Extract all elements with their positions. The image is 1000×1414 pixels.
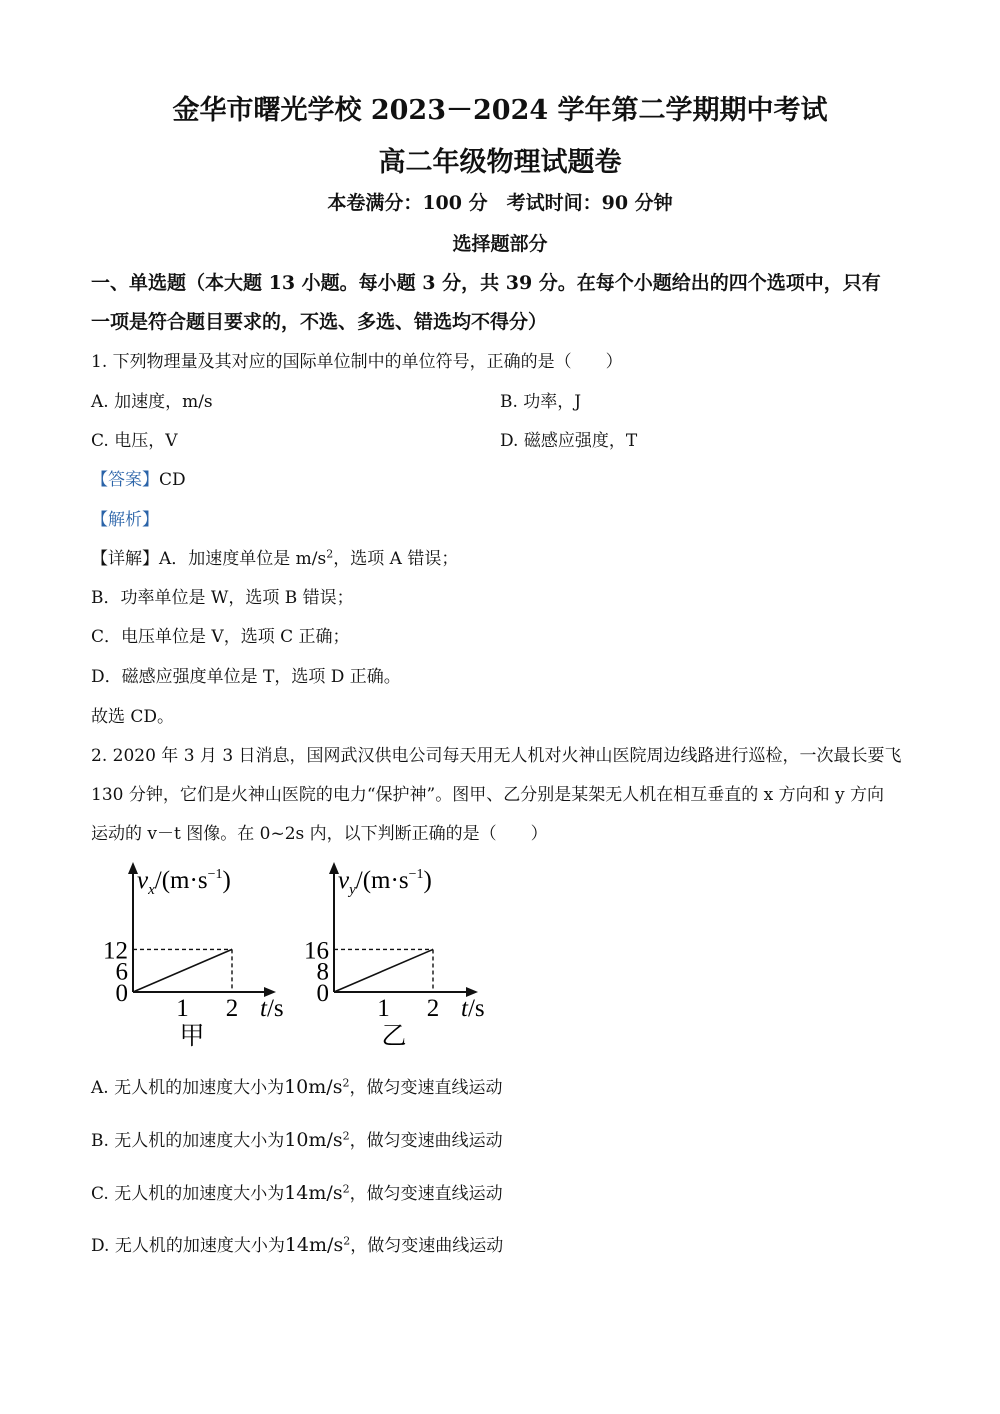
q2-stem-line1: 2. 2020 年 3 月 3 日消息，国网武汉供电公司每天用无人机对火神山医院周边线路进行巡检，一次最长要飞 [91,746,902,766]
q2-c-post: ，做匀变速直线运动 [349,1184,503,1204]
q2-stem-line3: 运动的 v－t 图像。在 0~2s 内，以下判断正确的是（ ） [91,824,548,844]
answer-value: CD [159,470,186,490]
q2-d-value: 14m/s [284,1234,344,1256]
q1-detail-b: B．功率单位是 W，选项 B 错误； [91,588,354,608]
part-heading: 选择题部分 [452,233,548,255]
graph1-xtick-label: 1 [176,995,189,1022]
q1-option-c: C. 电压，V [91,431,178,451]
graph2-origin-label: 0 [316,980,329,1007]
graph2-ytick-label: 16 [304,937,329,965]
q2-b-value: 10m/s [284,1129,343,1151]
q1-answer [91,465,186,490]
q2-option-c [91,1179,503,1204]
graph2-series-line [334,949,433,992]
graph2-xtick-label: 2 [426,995,440,1022]
q1-detail-d: D．磁感应强度单位是 T，选项 D 正确。 [91,667,401,687]
vt-graphs [0,850,560,1060]
q2-b-pre: B. 无人机的加速度大小为 [91,1131,285,1151]
q2-c-pre: C. 无人机的加速度大小为 [91,1184,285,1204]
section-heading-line2: 一项是符合题目要求的，不选、多选、错选均不得分） [91,311,548,333]
q2-a-post: ，做匀变速直线运动 [349,1078,503,1098]
q2-a-sup: 2 [342,1076,350,1090]
graph1-xtick-label: 2 [225,995,239,1022]
graph1-caption: 甲 [179,1023,205,1050]
graph1-series-line [133,949,232,992]
q1-option-b: B. 功率，J [500,392,582,412]
q2-d-pre: D. 无人机的加速度大小为 [91,1236,285,1256]
q2-option-d [91,1231,503,1256]
graph1-ytick-label: 6 [115,958,128,986]
exam-title: 金华市曙光学校 2023－2024 学年第二学期期中考试 [172,95,828,126]
graph1-y-axis-label: $v_x/(m\cdot s^{-1})$ [137,867,231,898]
q2-c-sup: 2 [342,1182,350,1196]
graph1-origin-label: 0 [115,980,128,1007]
graph2-ytick-label: 8 [316,958,329,986]
q1-option-d: D. 磁感应强度，T [500,431,638,451]
q2-b-sup: 2 [342,1129,350,1143]
graph1-x-axis-label: t/s [260,995,284,1022]
q2-option-b [91,1126,503,1151]
q1-detail-c: C．电压单位是 V，选项 C 正确； [91,627,350,647]
graph1-ytick-label: 12 [103,937,128,965]
q2-option-a [91,1073,502,1098]
section-heading-line1: 一、单选题（本大题 13 小题。每小题 3 分，共 39 分。在每个小题给出的四个选项中，只有 [91,272,881,294]
q1-detail-a [91,544,458,569]
graph2-x-axis-label: t/s [461,995,485,1022]
q2-d-sup: 2 [343,1234,351,1248]
q1-option-a: A. 加速度，m/s [91,392,213,412]
graph2-xtick-label: 1 [377,995,390,1022]
q1-conclusion: 故选 CD。 [91,707,175,727]
graph2-y-axis-label: $v_y/(m\cdot s^{-1})$ [338,867,432,898]
detail-a-suffix: ，选项 A 错误； [333,549,459,569]
q1-stem: 1. 下列物理量及其对应的国际单位制中的单位符号，正确的是（ ） [91,352,623,372]
detail-a-prefix: 【详解】A．加速度单位是 m/s [91,549,327,569]
answer-tag: 【答案】 [91,470,159,490]
graph2-caption: 乙 [381,1023,407,1050]
exam-subtitle: 高二年级物理试题卷 [378,147,622,178]
q2-a-value: 10m/s [284,1076,343,1098]
q2-c-value: 14m/s [284,1182,343,1204]
q2-a-pre: A. 无人机的加速度大小为 [91,1078,285,1098]
q2-d-post: ，做匀变速曲线运动 [350,1236,504,1256]
q1-analysis-tag: 【解析】 [91,510,159,530]
exam-info: 本卷满分：100 分 考试时间：90 分钟 [327,192,673,214]
q2-b-post: ，做匀变速曲线运动 [349,1131,503,1151]
detail-a-sup: 2 [326,547,334,561]
q2-stem-line2: 130 分钟，它们是火神山医院的电力“保护神”。图甲、乙分别是某架无人机在相互垂直的 x 方向和 y 方向 [91,785,885,805]
